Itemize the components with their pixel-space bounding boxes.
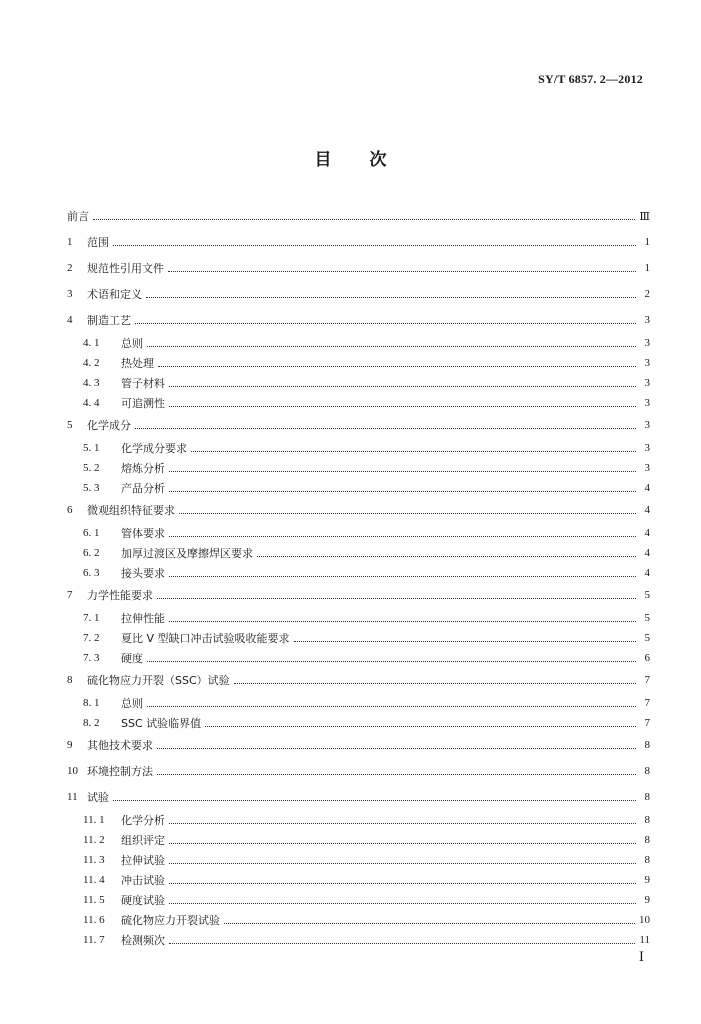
toc-entry-label: 检测频次	[121, 934, 165, 947]
toc-entry-page: 5	[644, 589, 650, 601]
toc-entry-number: 6. 2	[83, 547, 100, 559]
toc-leader-dots	[169, 470, 636, 472]
toc-entry[interactable]	[83, 811, 650, 829]
toc-entry[interactable]	[83, 831, 650, 849]
toc-leader-dots	[169, 822, 636, 824]
toc-entry-page: 11	[639, 934, 650, 946]
toc-entry-page: 8	[644, 739, 650, 751]
toc-entry[interactable]	[83, 694, 650, 712]
toc-entry-label: 夏比 V 型缺口冲击试验吸收能要求	[121, 632, 290, 645]
toc-entry[interactable]	[67, 788, 650, 806]
toc-leader-dots	[169, 942, 635, 944]
toc-leader-dots	[147, 660, 636, 662]
toc-entry-number: 4. 4	[83, 397, 100, 409]
toc-entry-number: 11	[67, 791, 78, 803]
toc-entry-label: 组织评定	[121, 834, 165, 847]
toc-entry-number: 9	[67, 739, 73, 751]
toc-entry-number: 4	[67, 314, 73, 326]
toc-entry-label: 总则	[121, 697, 143, 710]
toc-entry[interactable]	[67, 586, 650, 604]
toc-entry-label: 产品分析	[121, 482, 165, 495]
page-title: 目次	[314, 150, 425, 170]
toc-entry-number: 5. 2	[83, 462, 100, 474]
toc-entry-label: 拉伸试验	[121, 854, 165, 867]
toc-entry-number: 11. 2	[83, 834, 105, 846]
toc-leader-dots	[157, 747, 636, 749]
toc-entry-page: 2	[644, 288, 650, 300]
toc-leader-dots	[169, 490, 636, 492]
toc-entry[interactable]	[83, 851, 650, 869]
toc-entry[interactable]	[83, 354, 650, 372]
toc-entry-label: 拉伸性能	[121, 612, 165, 625]
toc-leader-dots	[135, 322, 636, 324]
toc-entry-number: 5. 1	[83, 442, 100, 454]
toc-leader-dots	[169, 405, 636, 407]
toc-entry-page: 1	[644, 236, 650, 248]
toc-entry-page: 8	[644, 854, 650, 866]
toc-entry[interactable]	[67, 762, 650, 780]
toc-leader-dots	[224, 922, 635, 924]
toc-entry-number: 11. 6	[83, 914, 105, 926]
toc-entry-label: 管体要求	[121, 527, 165, 540]
toc-entry-page: 5	[644, 632, 650, 644]
toc-leader-dots	[169, 620, 636, 622]
toc-entry-label: 力学性能要求	[87, 589, 153, 602]
toc-entry[interactable]	[67, 233, 650, 251]
toc-leader-dots	[146, 296, 636, 298]
toc-entry[interactable]	[83, 459, 650, 477]
toc-leader-dots	[157, 773, 636, 775]
toc-leader-dots	[234, 682, 636, 684]
toc-entry-label: 范围	[87, 236, 109, 249]
toc-entry-page: 3	[644, 337, 650, 349]
toc-entry-label: 化学分析	[121, 814, 165, 827]
toc-entry-page: 1	[644, 262, 650, 274]
toc-entry-number: 4. 1	[83, 337, 100, 349]
toc-entry[interactable]	[83, 714, 650, 732]
toc-entry-label: 环境控制方法	[87, 765, 153, 778]
toc-leader-dots	[169, 862, 636, 864]
toc-entry-label: 硬度试验	[121, 894, 165, 907]
toc-entry-number: 11. 4	[83, 874, 105, 886]
toc-entry-page: 10	[639, 914, 650, 926]
toc-entry-number: 5	[67, 419, 73, 431]
toc-entry-page: 9	[644, 894, 650, 906]
toc-leader-dots	[93, 218, 635, 220]
toc-entry-number: 5. 3	[83, 482, 100, 494]
toc-entry-number: 11. 7	[83, 934, 105, 946]
toc-entry-label: 其他技术要求	[87, 739, 153, 752]
toc-entry[interactable]	[83, 439, 650, 457]
toc-entry-label: 微观组织特征要求	[87, 504, 175, 517]
toc-entry-page: 3	[644, 442, 650, 454]
toc-leader-dots	[168, 270, 636, 272]
toc-entry-label: 前言	[67, 210, 89, 223]
toc-entry[interactable]	[83, 564, 650, 582]
toc-entry[interactable]	[67, 671, 650, 689]
toc-entry-label: 化学成分要求	[121, 442, 187, 455]
toc-entry[interactable]	[83, 891, 650, 909]
toc-entry-page: 4	[644, 547, 650, 559]
toc-entry-page: 3	[644, 377, 650, 389]
toc-entry-number: 6. 1	[83, 527, 100, 539]
toc-entry-label: 冲击试验	[121, 874, 165, 887]
toc-leader-dots	[179, 512, 636, 514]
toc-entry[interactable]	[83, 629, 650, 647]
toc-entry[interactable]	[83, 931, 650, 949]
toc-entry-number: 11. 5	[83, 894, 105, 906]
toc-entry[interactable]	[67, 736, 650, 754]
toc-entry[interactable]	[83, 394, 650, 412]
toc-entry-label: 试验	[87, 791, 109, 804]
toc-entry-number: 10	[67, 765, 78, 777]
toc-entry[interactable]	[83, 544, 650, 562]
toc-entry-label: 硬度	[121, 652, 143, 665]
toc-entry-label: SSC 试验临界值	[121, 717, 202, 730]
toc-entry[interactable]	[83, 479, 650, 497]
toc-entry-number: 6. 3	[83, 567, 100, 579]
toc-entry-label: 规范性引用文件	[87, 262, 164, 275]
toc-entry-number: 11. 3	[83, 854, 105, 866]
toc-entry-page: 3	[644, 314, 650, 326]
toc-entry[interactable]	[83, 524, 650, 542]
toc-entry-label: 化学成分	[87, 419, 131, 432]
standard-code: SY/T 6857. 2—2012	[538, 72, 643, 86]
toc-entry-label: 硫化物应力开裂试验	[121, 914, 220, 927]
toc-entry[interactable]	[83, 374, 650, 392]
toc-entry-number: 3	[67, 288, 73, 300]
toc-entry-label: 总则	[121, 337, 143, 350]
toc-leader-dots	[113, 799, 636, 801]
toc-leader-dots	[158, 365, 636, 367]
toc-leader-dots	[147, 345, 636, 347]
toc-entry-number: 6	[67, 504, 73, 516]
toc-entry[interactable]	[67, 259, 650, 277]
toc-entry-page: 4	[644, 567, 650, 579]
toc-entry-page: 3	[644, 462, 650, 474]
toc-entry-page: 8	[644, 814, 650, 826]
toc-entry-page: 3	[644, 419, 650, 431]
toc-entry-number: 7. 3	[83, 652, 100, 664]
toc-leader-dots	[135, 427, 636, 429]
toc-entry-page: 4	[644, 527, 650, 539]
toc-entry[interactable]	[83, 334, 650, 352]
toc-entry[interactable]	[83, 871, 650, 889]
toc-entry-number: 8	[67, 674, 73, 686]
toc-entry-number: 2	[67, 262, 73, 274]
toc-entry[interactable]	[67, 311, 650, 329]
toc-entry-page: 8	[644, 765, 650, 777]
toc-leader-dots	[157, 597, 636, 599]
toc-entry-page: 8	[644, 834, 650, 846]
toc-entry-page: 5	[644, 612, 650, 624]
toc-leader-dots	[205, 725, 636, 727]
toc-entry-label: 术语和定义	[87, 288, 142, 301]
toc-entry[interactable]	[67, 501, 650, 519]
toc-entry-page: 7	[644, 697, 650, 709]
toc-entry-number: 11. 1	[83, 814, 105, 826]
toc-entry-number: 8. 1	[83, 697, 100, 709]
toc-leader-dots	[257, 555, 636, 557]
toc-leader-dots	[147, 705, 636, 707]
toc-leader-dots	[169, 882, 636, 884]
toc-entry-page: 3	[644, 397, 650, 409]
toc-entry-page: 4	[644, 504, 650, 516]
toc-leader-dots	[169, 385, 636, 387]
toc-entry-page: 6	[644, 652, 650, 664]
toc-entry-number: 7. 1	[83, 612, 100, 624]
toc-entry-number: 7	[67, 589, 73, 601]
toc-entry-page: Ⅲ	[639, 210, 650, 223]
toc-leader-dots	[169, 842, 636, 844]
toc-entry-number: 4. 3	[83, 377, 100, 389]
toc-entry-label: 硫化物应力开裂（SSC）试验	[87, 674, 230, 687]
toc-entry-label: 熔炼分析	[121, 462, 165, 475]
toc-leader-dots	[169, 535, 636, 537]
toc-entry-number: 8. 2	[83, 717, 100, 729]
toc-entry[interactable]	[67, 285, 650, 303]
toc-entry[interactable]	[67, 207, 650, 225]
toc-entry-number: 4. 2	[83, 357, 100, 369]
toc-entry[interactable]	[83, 649, 650, 667]
toc-leader-dots	[191, 450, 636, 452]
toc-entry-page: 4	[644, 482, 650, 494]
toc-entry[interactable]	[83, 609, 650, 627]
toc-leader-dots	[169, 902, 636, 904]
toc-entry[interactable]	[83, 911, 650, 929]
toc-entry-label: 制造工艺	[87, 314, 131, 327]
toc-entry-label: 管子材料	[121, 377, 165, 390]
toc-entry-page: 8	[644, 791, 650, 803]
toc-leader-dots	[113, 244, 636, 246]
toc-entry-page: 7	[644, 717, 650, 729]
toc-entry-label: 可追溯性	[121, 397, 165, 410]
toc-entry-label: 热处理	[121, 357, 154, 370]
toc-entry-page: 7	[644, 674, 650, 686]
toc-entry-number: 7. 2	[83, 632, 100, 644]
toc-entry-label: 接头要求	[121, 567, 165, 580]
page-number: Ⅰ	[638, 949, 644, 964]
toc-leader-dots	[169, 575, 636, 577]
toc-entry-page: 9	[644, 874, 650, 886]
toc-entry-label: 加厚过渡区及摩擦焊区要求	[121, 547, 253, 560]
toc-entry-number: 1	[67, 236, 73, 248]
toc-entry-page: 3	[644, 357, 650, 369]
toc-entry[interactable]	[67, 416, 650, 434]
toc-leader-dots	[294, 640, 636, 642]
